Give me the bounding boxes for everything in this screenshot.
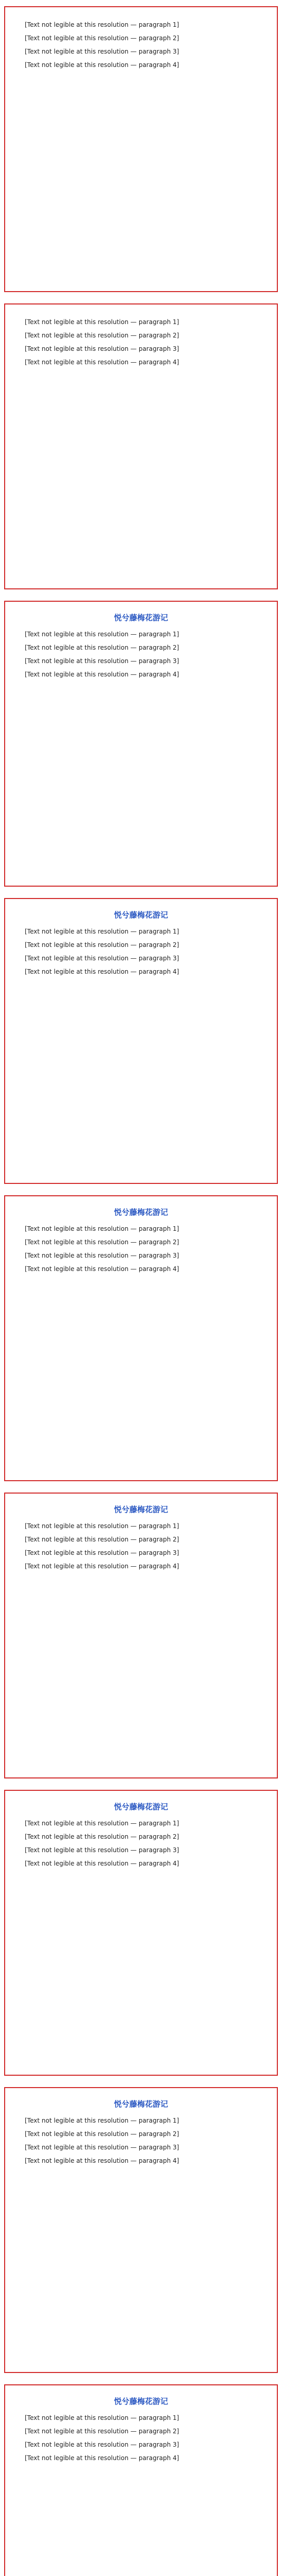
card-title-6: 悦兮藤梅花游记 bbox=[113, 1505, 168, 1514]
card-6-paragraph-2: [Text not legible at this resolution — paragraph 2] bbox=[25, 1536, 179, 1543]
card-6-paragraph-3: [Text not legible at this resolution — paragraph 3] bbox=[25, 1549, 179, 1556]
card-8-paragraph-1: [Text not legible at this resolution — paragraph 1] bbox=[25, 2117, 179, 2124]
card-4-paragraph-1: [Text not legible at this resolution — paragraph 1] bbox=[25, 928, 179, 935]
card-5-paragraph-3: [Text not legible at this resolution — paragraph 3] bbox=[25, 1252, 179, 1259]
article-card-3 bbox=[4, 601, 278, 887]
card-7-paragraph-3: [Text not legible at this resolution — paragraph 3] bbox=[25, 1846, 179, 1854]
card-title-5: 悦兮藤梅花游记 bbox=[113, 1208, 168, 1217]
card-6-paragraph-4: [Text not legible at this resolution — paragraph 4] bbox=[25, 1563, 179, 1570]
card-4-paragraph-2: [Text not legible at this resolution — paragraph 2] bbox=[25, 941, 179, 948]
card-5-paragraph-1: [Text not legible at this resolution — paragraph 1] bbox=[25, 1225, 179, 1232]
article-card-4 bbox=[4, 898, 278, 1184]
card-1-paragraph-1: [Text not legible at this resolution — paragraph 1] bbox=[25, 21, 179, 28]
card-2-paragraph-1: [Text not legible at this resolution — paragraph 1] bbox=[25, 318, 179, 326]
card-9-paragraph-2: [Text not legible at this resolution — paragraph 2] bbox=[25, 2428, 179, 2435]
card-3-paragraph-3: [Text not legible at this resolution — paragraph 3] bbox=[25, 657, 179, 665]
card-8-paragraph-2: [Text not legible at this resolution — paragraph 2] bbox=[25, 2130, 179, 2138]
card-5-paragraph-4: [Text not legible at this resolution — paragraph 4] bbox=[25, 1265, 179, 1273]
article-card-6 bbox=[4, 1493, 278, 1778]
card-3-paragraph-1: [Text not legible at this resolution — paragraph 1] bbox=[25, 631, 179, 638]
card-9-paragraph-3: [Text not legible at this resolution — paragraph 3] bbox=[25, 2441, 179, 2448]
card-title-3: 悦兮藤梅花游记 bbox=[113, 613, 168, 622]
card-8-paragraph-3: [Text not legible at this resolution — paragraph 3] bbox=[25, 2144, 179, 2151]
card-4-paragraph-4: [Text not legible at this resolution — paragraph 4] bbox=[25, 968, 179, 975]
article-card-2 bbox=[4, 303, 278, 589]
card-7-paragraph-1: [Text not legible at this resolution — paragraph 1] bbox=[25, 1820, 179, 1827]
card-title-7: 悦兮藤梅花游记 bbox=[113, 1802, 168, 1811]
card-4-paragraph-3: [Text not legible at this resolution — paragraph 3] bbox=[25, 955, 179, 962]
card-2-paragraph-4: [Text not legible at this resolution — paragraph 4] bbox=[25, 359, 179, 366]
card-1-paragraph-4: [Text not legible at this resolution — paragraph 4] bbox=[25, 61, 179, 69]
article-card-1 bbox=[4, 6, 278, 292]
article-card-7 bbox=[4, 1790, 278, 2076]
card-title-4: 悦兮藤梅花游记 bbox=[113, 910, 168, 920]
article-card-9 bbox=[4, 2384, 278, 2576]
card-7-paragraph-4: [Text not legible at this resolution — paragraph 4] bbox=[25, 1860, 179, 1867]
card-8-paragraph-4: [Text not legible at this resolution — paragraph 4] bbox=[25, 2157, 179, 2164]
article-card-5 bbox=[4, 1195, 278, 1481]
card-3-paragraph-2: [Text not legible at this resolution — paragraph 2] bbox=[25, 644, 179, 651]
card-7-paragraph-2: [Text not legible at this resolution — paragraph 2] bbox=[25, 1833, 179, 1840]
card-title-8: 悦兮藤梅花游记 bbox=[113, 2099, 168, 2109]
card-2-paragraph-2: [Text not legible at this resolution — paragraph 2] bbox=[25, 332, 179, 339]
card-9-paragraph-1: [Text not legible at this resolution — paragraph 1] bbox=[25, 2414, 179, 2421]
card-5-paragraph-2: [Text not legible at this resolution — paragraph 2] bbox=[25, 1239, 179, 1246]
card-1-paragraph-3: [Text not legible at this resolution — paragraph 3] bbox=[25, 48, 179, 55]
article-card-8 bbox=[4, 2087, 278, 2373]
card-3-paragraph-4: [Text not legible at this resolution — paragraph 4] bbox=[25, 671, 179, 678]
card-1-paragraph-2: [Text not legible at this resolution — paragraph 2] bbox=[25, 35, 179, 42]
card-2-paragraph-3: [Text not legible at this resolution — paragraph 3] bbox=[25, 345, 179, 352]
card-9-paragraph-4: [Text not legible at this resolution — paragraph 4] bbox=[25, 2454, 179, 2462]
card-6-paragraph-1: [Text not legible at this resolution — paragraph 1] bbox=[25, 1522, 179, 1530]
card-title-9: 悦兮藤梅花游记 bbox=[113, 2397, 168, 2406]
